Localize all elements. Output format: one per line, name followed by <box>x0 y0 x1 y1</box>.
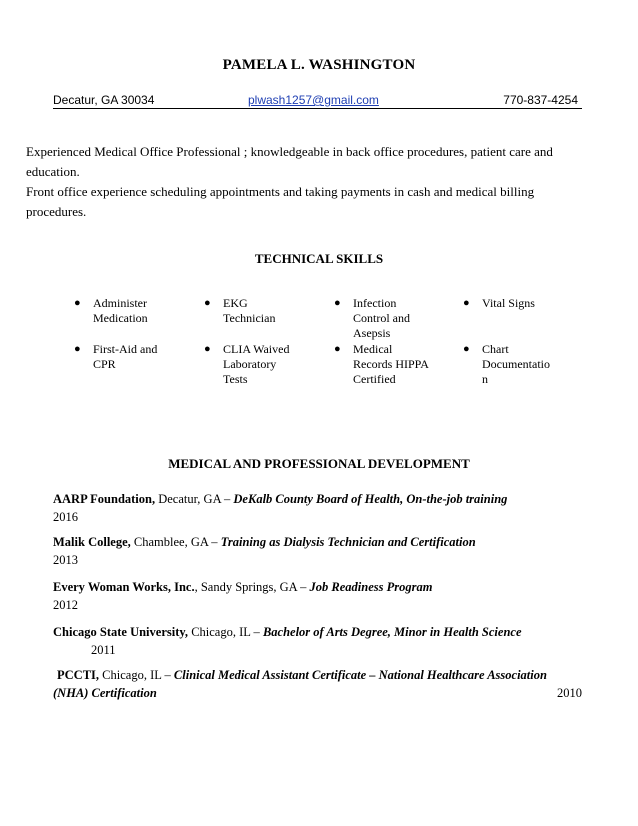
development-heading: MEDICAL AND PROFESSIONAL DEVELOPMENT <box>168 456 470 471</box>
bullet-icon: ● <box>463 297 470 309</box>
bullet-icon: ● <box>74 297 81 309</box>
dev-year: 2011 <box>91 643 116 657</box>
dev-program-cont: (NHA) Certification <box>53 686 157 700</box>
address: Decatur, GA 30034 <box>53 93 155 107</box>
skill-label: CLIA Waived Laboratory Tests <box>223 342 290 386</box>
dev-location: Chicago, IL – <box>99 668 174 682</box>
phone: 770-837-4254 <box>503 93 578 107</box>
skill-label: Medical Records HIPPA Certified <box>353 342 429 386</box>
dev-year: 2013 <box>53 553 78 567</box>
skill-label: Administer Medication <box>93 296 148 325</box>
dev-year: 2016 <box>53 510 78 524</box>
candidate-name: PAMELA L. WASHINGTON <box>222 57 416 73</box>
summary-line: education. <box>26 164 80 179</box>
bullet-icon: ● <box>334 297 341 309</box>
summary-line: Experienced Medical Office Professional ; knowledgeable in back office procedures, patient care and <box>26 144 553 159</box>
summary-line: Front office experience scheduling appointments and taking payments in cash and medical billing <box>26 184 535 199</box>
summary <box>26 142 594 222</box>
dev-org: AARP Foundation, <box>53 492 156 506</box>
dev-program: Job Readiness Program <box>309 580 433 594</box>
dev-org: Malik College, <box>53 535 131 549</box>
dev-entry <box>53 578 593 614</box>
skill-label: Infection Control and Asepsis <box>353 296 410 340</box>
dev-entry <box>53 533 593 569</box>
dev-org: Chicago State University, <box>53 625 189 639</box>
dev-program: DeKalb County Board of Health, On-the-job training <box>233 492 508 506</box>
dev-location: , Sandy Springs, GA – <box>194 580 310 594</box>
bullet-icon: ● <box>204 297 211 309</box>
bullet-icon: ● <box>334 343 341 355</box>
bullet-icon: ● <box>204 343 211 355</box>
dev-location: Chamblee, GA – <box>130 535 221 549</box>
email-link[interactable]: plwash1257@gmail.com <box>248 93 379 107</box>
bullet-icon: ● <box>74 343 81 355</box>
dev-entry <box>53 490 593 526</box>
dev-location: Chicago, IL – <box>188 625 263 639</box>
dev-location: Decatur, GA – <box>155 492 234 506</box>
dev-org: PCCTI, <box>57 668 100 682</box>
bullet-icon: ● <box>463 343 470 355</box>
summary-line: procedures. <box>26 204 87 219</box>
dev-program: Clinical Medical Assistant Certificate – National Healthcare Association <box>173 668 547 682</box>
contact-line <box>53 92 582 109</box>
skill-label: First-Aid and CPR <box>93 342 158 371</box>
dev-program: Training as Dialysis Technician and Certification <box>220 535 476 549</box>
skill-label: Vital Signs <box>482 296 535 310</box>
dev-entry <box>53 666 582 702</box>
technical-skills-heading: TECHNICAL SKILLS <box>254 251 384 266</box>
dev-year: 2010 <box>557 686 582 700</box>
dev-program: Bachelor of Arts Degree, Minor in Health Science <box>262 625 522 639</box>
dev-org: Every Woman Works, Inc. <box>53 580 195 594</box>
dev-year: 2012 <box>53 598 78 612</box>
dev-entry <box>53 623 593 659</box>
skill-label: Chart Documentatio n <box>482 342 550 386</box>
skill-label: EKG Technician <box>223 296 276 325</box>
